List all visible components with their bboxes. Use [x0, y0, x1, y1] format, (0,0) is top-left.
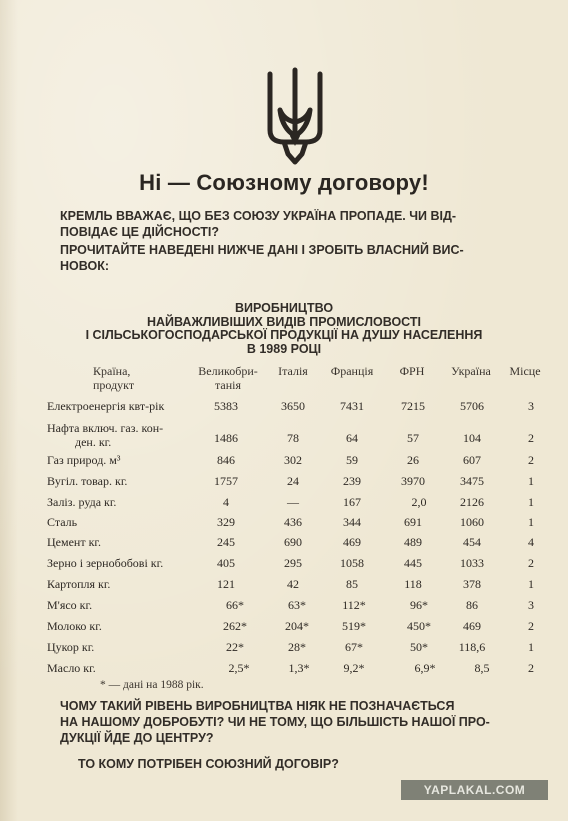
footnote: * — дані на 1988 рік. — [100, 679, 204, 691]
intro-paragraph-2 — [60, 242, 538, 274]
trident-emblem — [262, 66, 328, 166]
cell-frg: 489 — [404, 535, 422, 549]
cell-frg: 445 — [404, 556, 422, 570]
cell-france: 167 — [343, 495, 361, 509]
cell-uk: 262* — [223, 619, 247, 633]
cell-ukraine: 469 — [463, 619, 481, 633]
cell-place: 2 — [528, 431, 534, 445]
row-label: Зерно і зернобобові кг. — [47, 556, 164, 570]
site-watermark: YAPLAKAL.COM — [401, 780, 548, 800]
cell-frg: 691 — [404, 515, 422, 529]
cell-frg: 7215 — [401, 399, 425, 413]
closing-line-3: ДУКЦІЇ ЙДЕ ДО ЦЕНТРУ? — [60, 731, 214, 745]
row-label: Молоко кг. — [47, 619, 102, 633]
intro-1-line-2: ПОВІДАЄ ЦЕ ДІЙСНОСТІ? — [60, 225, 220, 239]
cell-italy: 302 — [284, 453, 302, 467]
row-label: Масло кг. — [47, 661, 96, 675]
cell-france: 344 — [343, 515, 361, 529]
cell-frg: 57 — [407, 431, 419, 445]
table-title-line-2: НАЙВАЖЛИВІШИХ ВИДІВ ПРОМИСЛОВОСТІ — [146, 314, 422, 329]
cell-italy: 63* — [288, 598, 306, 612]
cell-uk: 405 — [217, 556, 235, 570]
cell-france: 64 — [346, 431, 358, 445]
cell-place: 4 — [528, 535, 534, 549]
cell-frg: 6,9* — [414, 661, 436, 675]
cell-uk: 5383 — [214, 399, 238, 413]
cell-ukraine: 1033 — [460, 556, 484, 570]
header-product — [93, 364, 134, 392]
header-col-uk-line-1: Великобри- — [198, 364, 258, 378]
cell-uk: 22* — [226, 640, 244, 654]
intro-2-line-2: НОВОК: — [60, 259, 109, 273]
cell-italy: 24 — [287, 474, 299, 488]
cell-italy: 78 — [287, 431, 299, 445]
row-label: Газ природ. м³ — [47, 453, 121, 467]
row-label: Цемент кг. — [47, 535, 101, 549]
row-label: Електроенергія квт-рік — [47, 399, 165, 413]
cell-uk: 2,5* — [228, 661, 250, 675]
cell-italy: 3650 — [281, 399, 305, 413]
header-col-place: Місце — [509, 364, 541, 378]
row-label: Вугіл. товар. кг. — [47, 474, 128, 488]
cell-italy: 436 — [284, 515, 302, 529]
cell-italy: 295 — [284, 556, 302, 570]
cell-ukraine: 378 — [463, 577, 481, 591]
header-col-uk-line-2: танія — [215, 378, 241, 392]
cell-uk: 1757 — [214, 474, 238, 488]
row-label: Картопля кг. — [47, 577, 111, 591]
cell-place: 2 — [528, 619, 534, 633]
cell-place: 2 — [528, 556, 534, 570]
cell-france: 469 — [343, 535, 361, 549]
row-label: Заліз. руда кг. — [47, 495, 117, 509]
row-label: Сталь — [47, 515, 78, 529]
cell-place: 1 — [528, 515, 534, 529]
cell-frg: 118 — [404, 577, 422, 591]
cell-place: 1 — [528, 474, 534, 488]
header-product-line-1: Країна, — [93, 364, 131, 378]
cell-ukraine: 86 — [466, 598, 478, 612]
cell-uk: 245 — [217, 535, 235, 549]
cell-ukraine: 607 — [463, 453, 481, 467]
cell-uk: 4 — [223, 495, 229, 509]
cell-ukraine: 1060 — [460, 515, 484, 529]
cell-italy: 690 — [284, 535, 302, 549]
cell-france: 519* — [342, 619, 366, 633]
final-question: ТО КОМУ ПОТРІБЕН СОЮЗНИЙ ДОГОВІР? — [78, 757, 339, 771]
cell-france: 59 — [346, 453, 358, 467]
table-title-line-4: В 1989 РОЦІ — [246, 341, 322, 356]
cell-place: 2 — [528, 453, 534, 467]
cell-frg: 2,0 — [411, 495, 427, 509]
page-title: Ні — Союзному договору! — [139, 170, 429, 195]
cell-france: 1058 — [340, 556, 364, 570]
cell-place: 2 — [528, 661, 534, 675]
cell-italy: 1,3* — [288, 661, 310, 675]
table-title — [0, 302, 568, 356]
cell-place: 3 — [528, 598, 534, 612]
cell-italy: — — [287, 495, 299, 509]
cell-frg: 3970 — [401, 474, 425, 488]
table-title-line-1: ВИРОБНИЦТВО — [234, 301, 334, 315]
cell-uk: 1486 — [214, 431, 238, 445]
row-label: Нафта включ. газ. кон- — [47, 421, 164, 435]
header-col-ukraine: Україна — [451, 364, 491, 378]
header-col-frg: ФРН — [399, 364, 425, 378]
header-product-line-2: продукт — [93, 378, 135, 392]
header-col-italy: Італія — [278, 364, 308, 378]
cell-frg: 26 — [407, 453, 419, 467]
cell-france: 7431 — [340, 399, 364, 413]
cell-ukraine: 2126 — [460, 495, 484, 509]
cell-ukraine: 8,5 — [474, 661, 490, 675]
cell-ukraine: 3475 — [460, 474, 484, 488]
row-label-continued: ден. кг. — [75, 435, 112, 449]
cell-uk: 846 — [217, 453, 235, 467]
header-col-france: Франція — [330, 364, 374, 378]
cell-place: 1 — [528, 577, 534, 591]
cell-italy: 28* — [288, 640, 306, 654]
cell-france: 239 — [343, 474, 361, 488]
cell-uk: 66* — [226, 598, 244, 612]
cell-frg: 96* — [410, 598, 428, 612]
cell-place: 1 — [528, 495, 534, 509]
cell-frg: 450* — [407, 619, 431, 633]
cell-france: 67* — [345, 640, 363, 654]
cell-ukraine: 118,6 — [458, 640, 486, 654]
cell-place: 3 — [528, 399, 534, 413]
cell-france: 112* — [342, 598, 366, 612]
cell-italy: 204* — [285, 619, 309, 633]
cell-uk: 329 — [217, 515, 235, 529]
cell-france: 9,2* — [343, 661, 365, 675]
cell-ukraine: 454 — [463, 535, 481, 549]
row-label: М'ясо кг. — [47, 598, 93, 612]
cell-france: 85 — [346, 577, 358, 591]
cell-frg: 50* — [410, 640, 428, 654]
cell-italy: 42 — [287, 577, 299, 591]
intro-1-line-1: КРЕМЛЬ ВВАЖАЄ, ЩО БЕЗ СОЮЗУ УКРАЇНА ПРОПАДЕ. ЧИ ВІД- — [60, 209, 457, 223]
cell-place: 1 — [528, 640, 534, 654]
closing-line-2: НА НАШОМУ ДОБРОБУТІ? ЧИ НЕ ТОМУ, ЩО БІЛЬШІСТЬ НАШОЇ ПРО- — [60, 715, 490, 729]
closing-paragraph — [60, 698, 538, 746]
table-title-line-3: І СІЛЬСЬКОГОСПОДАРСЬКОЇ ПРОДУКЦІЇ НА ДУШУ НАСЕЛЕННЯ — [85, 328, 483, 342]
cell-uk: 121 — [217, 577, 235, 591]
cell-ukraine: 5706 — [460, 399, 484, 413]
cell-ukraine: 104 — [463, 431, 481, 445]
intro-paragraph-1 — [60, 208, 538, 240]
row-label: Цукор кг. — [47, 640, 95, 654]
header-col-uk — [188, 364, 268, 392]
intro-2-line-1: ПРОЧИТАЙТЕ НАВЕДЕНІ НИЖЧЕ ДАНІ І ЗРОБІТЬ ВЛАСНИЙ ВИС- — [60, 243, 464, 257]
closing-line-1: ЧОМУ ТАКИЙ РІВЕНЬ ВИРОБНИЦТВА НІЯК НЕ ПОЗНАЧАЄТЬСЯ — [60, 699, 455, 713]
